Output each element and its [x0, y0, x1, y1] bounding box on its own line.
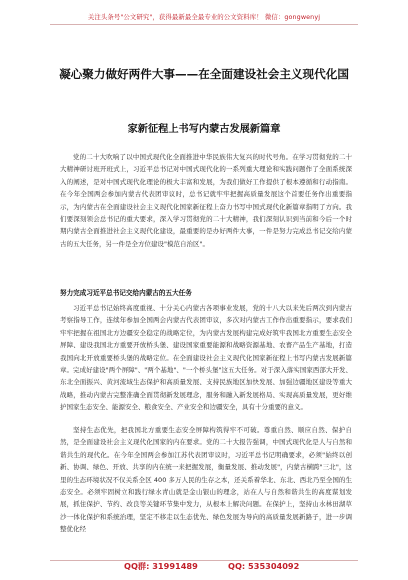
footer-qq-group: QQ群: 31991489: [124, 561, 198, 571]
section-heading: 努力完成习近平总书记交给内蒙古的五大任务: [60, 289, 192, 297]
body-paragraph: 习近平总书记始终高度重视、十分关心内蒙古各项事业发展，党的十八大以来先后两次到内蒙古考察指导工作，连续年参加全国两会内蒙古代表团审议，多次对内蒙古工作作出重要指示，要求我们牢牢把握在祖国北方边疆安全稳定的战略定位，为内蒙古发展构建完成好筑牢我国北方重要生态安全屏障、建设我国北方重要开放桥头堡、建设国家重要能源和战略资源基地、农畜产品生产基地，打造我国向北开放重要桥头堡的战略定位。在全面建设社会主义现代化国家新征程上书写内蒙古发展新篇章。完成好建设"两个屏障"、"两个基地"、"一个桥头堡"这五大任务。对于深入落实国家西部大开发、东北全面振兴、黄河流域生态保护和高质量发展、支持民族地区加快发展、加强边疆地区建设等重大战略，推动内蒙古完整准确全面贯彻新发展理念，服务和融入新发展格局、实现高质量发展，更好维护国家生态安全、能源安全、粮食安全、产业安全和边疆安全，具有十分重要的意义。: [60, 304, 352, 412]
document-subtitle: 家新征程上书写内蒙古发展新篇章: [127, 124, 281, 135]
footer-qq: QQ: 535304092: [228, 561, 300, 571]
top-divider: [50, 24, 358, 25]
body-paragraph: 坚持生态优先，把我国北方重要生态安全屏障构筑得牢不可破。尊重自然、顺应自然、保护自然，是全面建设社会主义现代化国家的内在要求。党的二十大报告强调，中国式现代化是人与自然和谐共生的现代化。在今年全国两会参加江苏代表团审议时，习近平总书记明确要求，必须"始终以创新、协调、绿色、开放、共享的内在统一来把握发展，衡量发展、推动发展"，内蒙古横跨"三北"，这里的生态环境状况不仅关系全区 400 多万人民的生存之本，还关系着华北、东北、西北乃至全国的生态安全。必须牢固树立和践行绿水青山就是金山银山的理念，站在人与自然和谐共生的高度谋划发展，抓住保护、节约、改良等关键环节集中发力，从根本上解决问题。在保护上，坚持山水林田湖草沙一体化保护和系统治理，坚定不移走以生态优先、绿色发展为导向的高质量发展新路子，进一步调整优化经: [60, 426, 352, 534]
intro-paragraph: 党的二十大吹响了以中国式现代化全面推进中华民族伟大复兴的时代号角。在学习贯彻党的二十大精神研讨班开班式上，习近平总书记对中国式现代化的一系列重大理论和实践问题作了全面系统深入的阐述，是对中国式现代化理论的极大丰富和发展，为我们做好工作提供了根本遵循和行动指南。在今年全国两会参加内蒙古代表团审议时，总书记就牢牢把握高质量发展这个首要任务作出重要指示，为内蒙古在全面建设社会主义现代化国家新征程上奋力书写中国式现代化新篇章指明了方向。我们要深刻领会总书记的重大要求，深入学习贯彻党的二十大精神，我们深刻认识到当前和今后一个时期内蒙古全面推进社会主义现代化建设，最重要的是办好两件大事，一件是努力完成总书记交给内蒙古的五大任务，另一件是全方位建设"模范自治区"。: [60, 153, 352, 248]
footer: [0, 561, 408, 575]
top-banner: 关注头条号"公文研究"，获得最新最全最专业的公文资料库！ 微信：gongwenyj: [87, 13, 321, 21]
document-title: 凝心聚力做好两件大事——在全面建设社会主义现代化国: [59, 67, 349, 81]
